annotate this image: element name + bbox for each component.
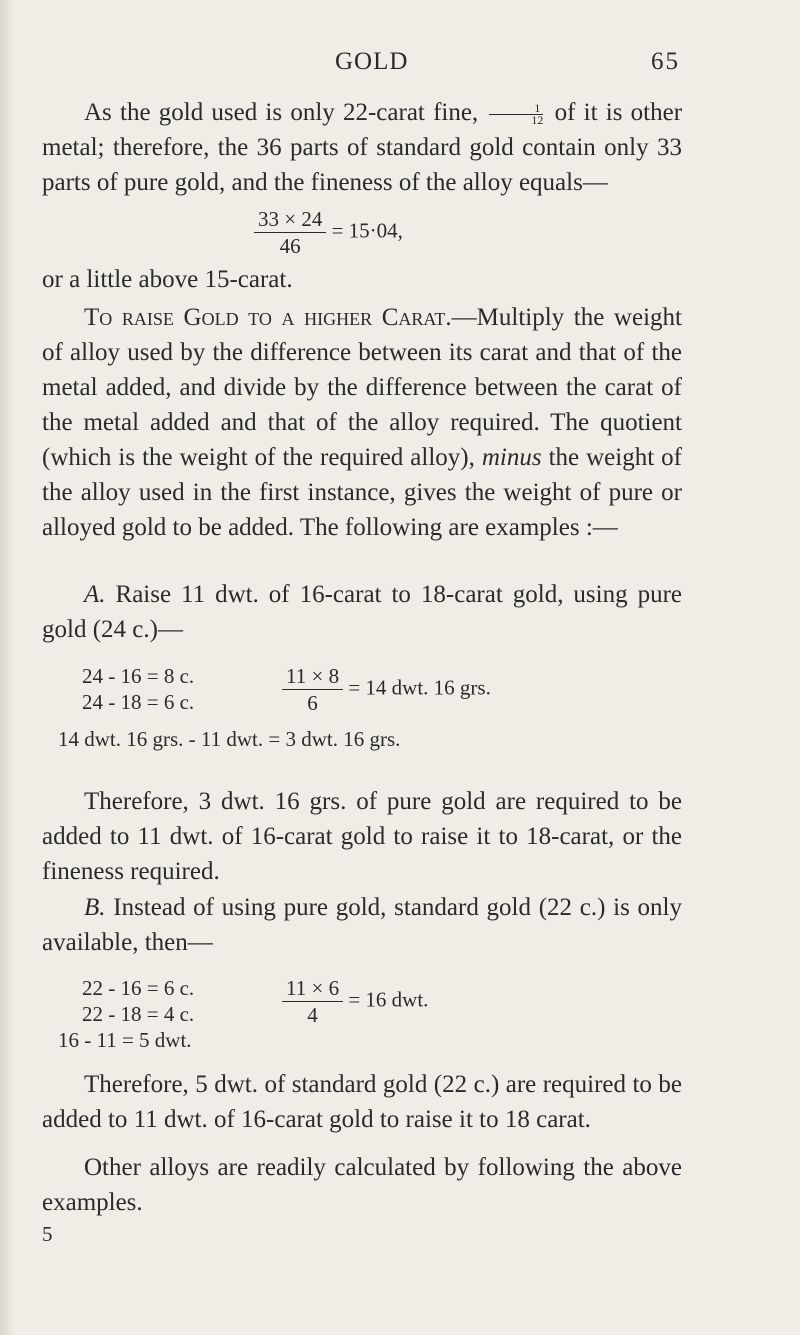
signature-mark: 5 (42, 1222, 53, 1246)
paragraph-2 (42, 262, 682, 297)
calc-a-line-3: 14 dwt. 16 grs. - 11 dwt. = 3 dwt. 16 grs. (58, 727, 401, 751)
paragraph-6 (42, 1150, 682, 1220)
example-b-text: Instead of using pure gold, standard gold (22 c.) is only available, then— (42, 894, 682, 956)
para1-before: As the gold used is only 22-carat fine, (84, 99, 479, 126)
fraction-one-twelfth (489, 103, 543, 126)
fraction-numerator: 1 (489, 103, 543, 115)
example-a-text: Raise 11 dwt. of 16-carat to 18-carat gold, using pure gold (24 c.)— (42, 581, 683, 643)
para6-text: Other alloys are readily calculated by following the above examples. (42, 1154, 682, 1216)
calc-a-frac (282, 663, 343, 716)
example-b (42, 890, 682, 960)
paragraph-4 (42, 784, 682, 889)
equation-denominator: 46 (279, 234, 301, 258)
section-heading: To raise Gold to a higher Carat. (84, 304, 452, 331)
example-b-label: B. (84, 894, 106, 921)
calc-a-fraction (282, 663, 491, 716)
calc-a-line-1: 24 - 16 = 8 c. (82, 664, 195, 688)
calc-b-denominator: 4 (307, 1003, 318, 1027)
page-number: 65 (651, 48, 680, 75)
paragraph-1 (42, 95, 682, 200)
calc-b-frac (282, 975, 343, 1028)
calc-b-line-2: 22 - 18 = 4 c. (82, 1002, 195, 1026)
calc-b-line-3: 16 - 11 = 5 dwt. (58, 1028, 192, 1052)
example-a-label: A. (84, 581, 106, 608)
page-header (0, 48, 800, 88)
fraction-denominator: 12 (531, 113, 544, 127)
calc-a-denominator: 6 (307, 691, 318, 715)
equation-fineness (254, 206, 403, 259)
para1-after: of it is other metal; therefore, the 36 parts of standard gold contain only 33 parts of pure gold, and the fineness of the alloy equals— (42, 99, 683, 196)
calc-b-fraction (282, 975, 428, 1028)
para5-text: Therefore, 5 dwt. of standard gold (22 c.) are required to be added to 11 dwt. of 16-carat gold to raise it to 18 carat. (42, 1071, 682, 1133)
para3-text2: the weight of the alloy used in the first instance, gives the weight of pure or alloyed gold to be added. The following are examples :— (42, 444, 682, 541)
calc-b-numerator: 11 × 6 (282, 975, 343, 1002)
calc-b-result: = 16 dwt. (348, 987, 429, 1012)
para2-text: or a little above 15-carat. (42, 266, 293, 293)
para3-text1: —Multiply the weight of alloy used by the difference between its carat and that of the metal added, and divide by the difference between the carat of the metal added and that of the alloy required. The quotient (which is the weight of the required alloy), (42, 304, 682, 471)
example-a (42, 577, 682, 647)
binding-shadow (0, 0, 14, 1335)
paragraph-3 (42, 300, 682, 545)
calc-a-line-2: 24 - 18 = 6 c. (82, 690, 195, 714)
equation-result: = 15·04, (331, 218, 403, 243)
calc-b-line-1: 22 - 16 = 6 c. (82, 976, 195, 1000)
paragraph-5 (42, 1067, 682, 1137)
para3-minus: minus (481, 444, 542, 471)
calc-a-numerator: 11 × 8 (282, 663, 343, 690)
equation-numerator: 33 × 24 (254, 206, 326, 233)
para4-text: Therefore, 3 dwt. 16 grs. of pure gold are required to be added to 11 dwt. of 16-carat gold to raise it to 18-carat, or the fineness required. (42, 788, 682, 885)
equation-fraction (254, 206, 326, 259)
calc-a-result: = 14 dwt. 16 grs. (348, 675, 491, 700)
running-title: GOLD (335, 48, 409, 75)
